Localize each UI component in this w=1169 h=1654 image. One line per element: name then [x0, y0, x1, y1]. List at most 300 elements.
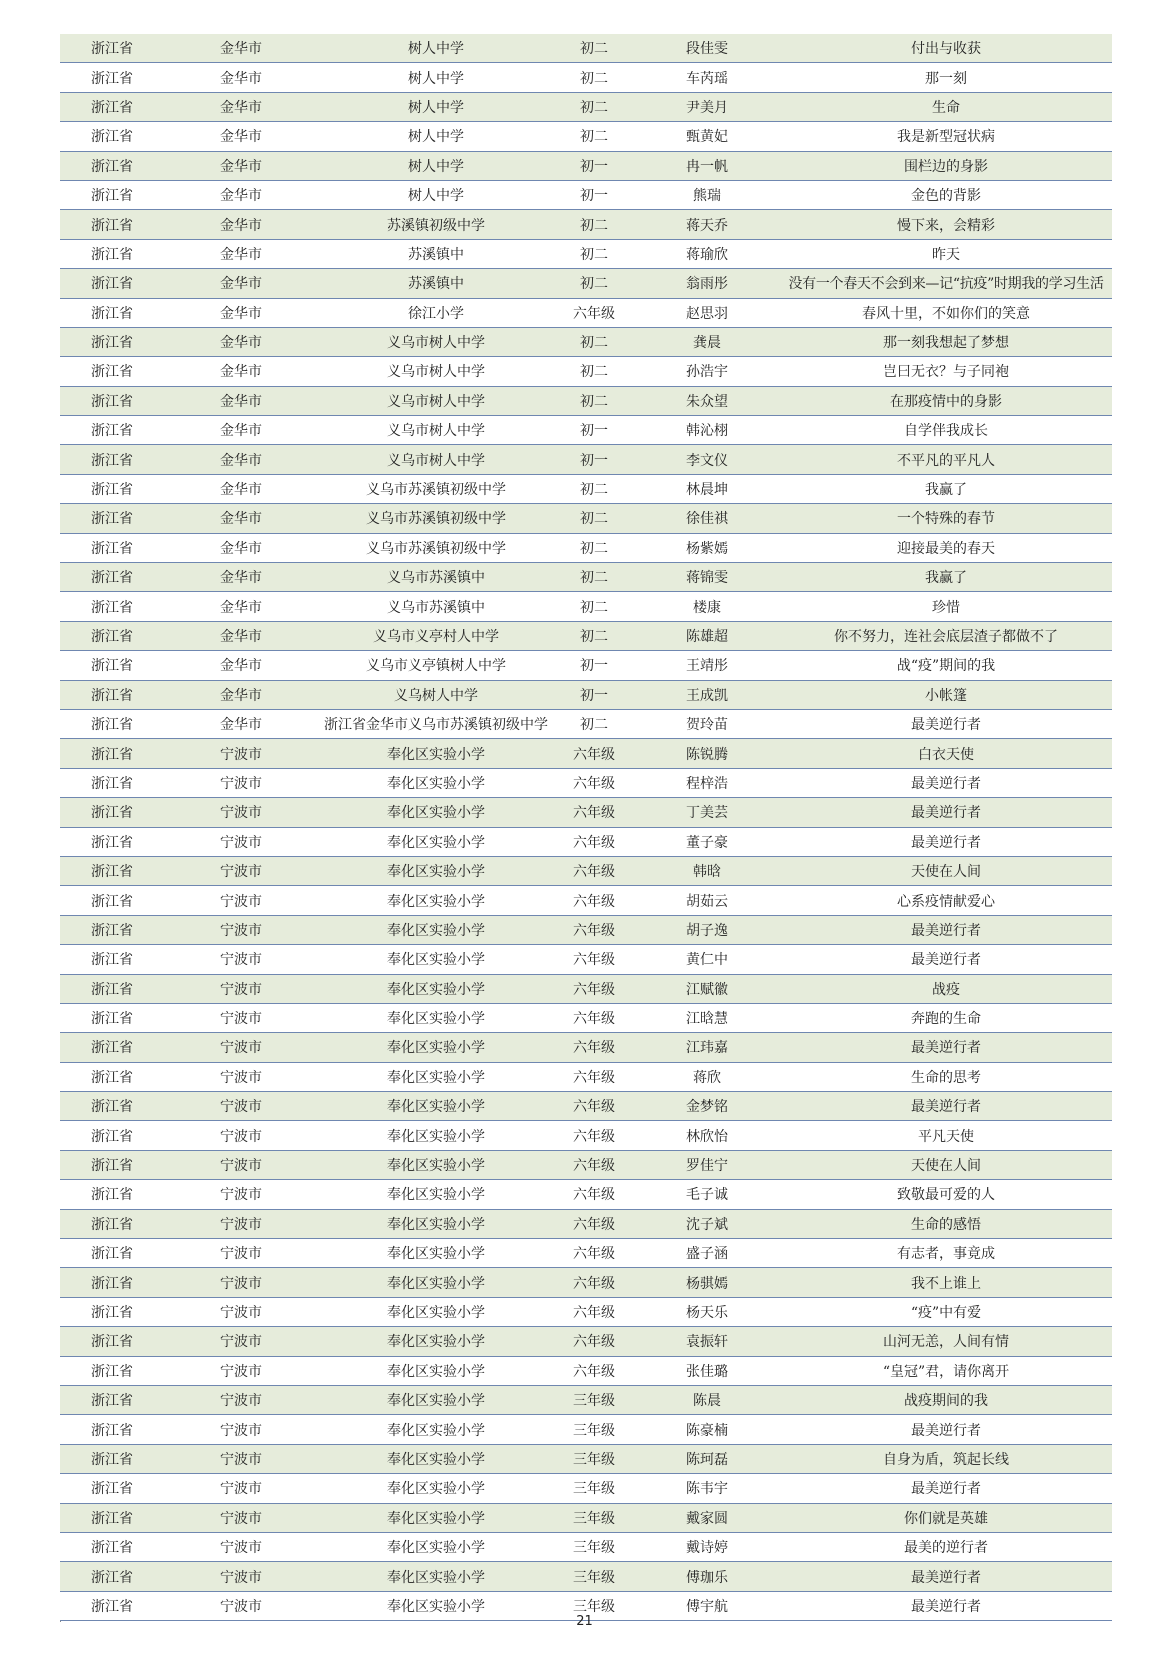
- grade-cell: 三年级: [554, 1562, 634, 1591]
- student-name-cell: 沈子斌: [634, 1209, 780, 1238]
- city-cell: 金华市: [164, 63, 318, 92]
- province-cell: 浙江省: [60, 827, 164, 856]
- province-cell: 浙江省: [60, 1121, 164, 1150]
- student-name-cell: 段佳雯: [634, 34, 780, 63]
- table-row: [60, 739, 1112, 768]
- table-row: [60, 680, 1112, 709]
- city-cell: 宁波市: [164, 1385, 318, 1414]
- grade-cell: 六年级: [554, 1239, 634, 1268]
- school-cell: 苏溪镇中: [318, 269, 554, 298]
- essay-title-cell: 我赢了: [780, 563, 1112, 592]
- province-cell: 浙江省: [60, 357, 164, 386]
- essay-title-cell: 战疫: [780, 974, 1112, 1003]
- school-cell: 树人中学: [318, 92, 554, 121]
- province-cell: 浙江省: [60, 798, 164, 827]
- province-cell: 浙江省: [60, 739, 164, 768]
- province-cell: 浙江省: [60, 1327, 164, 1356]
- province-cell: 浙江省: [60, 1092, 164, 1121]
- province-cell: 浙江省: [60, 592, 164, 621]
- grade-cell: 六年级: [554, 1003, 634, 1032]
- essay-title-cell: 自身为盾，筑起长线: [780, 1444, 1112, 1473]
- table-row: [60, 1092, 1112, 1121]
- school-cell: 奉化区实验小学: [318, 1444, 554, 1473]
- grade-cell: 初二: [554, 210, 634, 239]
- student-name-cell: 傅宇航: [634, 1591, 780, 1620]
- school-cell: 义乌市义亭镇树人中学: [318, 651, 554, 680]
- grade-cell: 六年级: [554, 1092, 634, 1121]
- city-cell: 金华市: [164, 269, 318, 298]
- table-row: [60, 416, 1112, 445]
- school-cell: 义乌树人中学: [318, 680, 554, 709]
- essay-title-cell: 在那疫情中的身影: [780, 386, 1112, 415]
- grade-cell: 初二: [554, 92, 634, 121]
- grade-cell: 六年级: [554, 974, 634, 1003]
- school-cell: 奉化区实验小学: [318, 1062, 554, 1091]
- city-cell: 宁波市: [164, 1209, 318, 1238]
- student-name-cell: 江晗慧: [634, 1003, 780, 1032]
- province-cell: 浙江省: [60, 533, 164, 562]
- school-cell: 奉化区实验小学: [318, 1562, 554, 1591]
- table-row: [60, 1150, 1112, 1179]
- table-row: [60, 357, 1112, 386]
- city-cell: 金华市: [164, 563, 318, 592]
- essay-title-cell: 自学伴我成长: [780, 416, 1112, 445]
- student-name-cell: 戴诗婷: [634, 1532, 780, 1561]
- school-cell: 奉化区实验小学: [318, 945, 554, 974]
- table-row: [60, 1268, 1112, 1297]
- city-cell: 金华市: [164, 298, 318, 327]
- city-cell: 金华市: [164, 445, 318, 474]
- table-row: [60, 974, 1112, 1003]
- table-row: [60, 386, 1112, 415]
- essay-title-cell: 你们就是英雄: [780, 1503, 1112, 1532]
- province-cell: 浙江省: [60, 416, 164, 445]
- essay-title-cell: 最美逆行者: [780, 1415, 1112, 1444]
- city-cell: 宁波市: [164, 1297, 318, 1326]
- grade-cell: 六年级: [554, 298, 634, 327]
- grade-cell: 初二: [554, 592, 634, 621]
- table-row: [60, 1239, 1112, 1268]
- essay-title-cell: 你不努力，连社会底层渣子都做不了: [780, 621, 1112, 650]
- province-cell: 浙江省: [60, 621, 164, 650]
- province-cell: 浙江省: [60, 1297, 164, 1326]
- essay-title-cell: “皇冠”君，请你离开: [780, 1356, 1112, 1385]
- essay-title-cell: 我不上谁上: [780, 1268, 1112, 1297]
- essay-title-cell: 最美逆行者: [780, 1474, 1112, 1503]
- province-cell: 浙江省: [60, 298, 164, 327]
- student-name-cell: 王成凯: [634, 680, 780, 709]
- table-row: [60, 1121, 1112, 1150]
- school-cell: 义乌市苏溪镇初级中学: [318, 504, 554, 533]
- grade-cell: 初二: [554, 621, 634, 650]
- province-cell: 浙江省: [60, 1209, 164, 1238]
- student-name-cell: 陈锐腾: [634, 739, 780, 768]
- school-cell: 义乌市苏溪镇中: [318, 563, 554, 592]
- essay-title-cell: 奔跑的生命: [780, 1003, 1112, 1032]
- school-cell: 奉化区实验小学: [318, 1385, 554, 1414]
- province-cell: 浙江省: [60, 122, 164, 151]
- essay-title-cell: 金色的背影: [780, 180, 1112, 209]
- school-cell: 树人中学: [318, 34, 554, 63]
- province-cell: 浙江省: [60, 180, 164, 209]
- student-name-cell: 张佳璐: [634, 1356, 780, 1385]
- essay-title-cell: 心系疫情献爱心: [780, 886, 1112, 915]
- table-row: [60, 122, 1112, 151]
- student-name-cell: 陈雄超: [634, 621, 780, 650]
- province-cell: 浙江省: [60, 1180, 164, 1209]
- city-cell: 宁波市: [164, 798, 318, 827]
- grade-cell: 三年级: [554, 1415, 634, 1444]
- city-cell: 金华市: [164, 151, 318, 180]
- city-cell: 宁波市: [164, 1532, 318, 1561]
- grade-cell: 六年级: [554, 915, 634, 944]
- essay-title-cell: 天使在人间: [780, 856, 1112, 885]
- school-cell: 奉化区实验小学: [318, 768, 554, 797]
- province-cell: 浙江省: [60, 1062, 164, 1091]
- city-cell: 宁波市: [164, 1444, 318, 1473]
- city-cell: 宁波市: [164, 1591, 318, 1620]
- essay-title-cell: 那一刻我想起了梦想: [780, 327, 1112, 356]
- student-name-cell: 蒋欣: [634, 1062, 780, 1091]
- grade-cell: 六年级: [554, 1033, 634, 1062]
- student-name-cell: 傅珈乐: [634, 1562, 780, 1591]
- school-cell: 奉化区实验小学: [318, 1033, 554, 1062]
- province-cell: 浙江省: [60, 915, 164, 944]
- essay-title-cell: 不平凡的平凡人: [780, 445, 1112, 474]
- student-name-cell: 陈豪楠: [634, 1415, 780, 1444]
- essay-title-cell: 围栏边的身影: [780, 151, 1112, 180]
- grade-cell: 六年级: [554, 768, 634, 797]
- student-name-cell: 甄黄妃: [634, 122, 780, 151]
- essay-title-cell: 我是新型冠状病: [780, 122, 1112, 151]
- grade-cell: 初二: [554, 34, 634, 63]
- grade-cell: 六年级: [554, 798, 634, 827]
- table-row: [60, 445, 1112, 474]
- school-cell: 奉化区实验小学: [318, 1532, 554, 1561]
- table-row: [60, 180, 1112, 209]
- student-name-cell: 朱众望: [634, 386, 780, 415]
- school-cell: 苏溪镇中: [318, 239, 554, 268]
- school-cell: 奉化区实验小学: [318, 1297, 554, 1326]
- city-cell: 宁波市: [164, 1415, 318, 1444]
- grade-cell: 六年级: [554, 1150, 634, 1179]
- student-name-cell: 杨紫嫣: [634, 533, 780, 562]
- province-cell: 浙江省: [60, 1562, 164, 1591]
- essay-title-cell: 致敬最可爱的人: [780, 1180, 1112, 1209]
- city-cell: 宁波市: [164, 974, 318, 1003]
- table-row: [60, 151, 1112, 180]
- student-name-cell: 胡茹云: [634, 886, 780, 915]
- essay-title-cell: 山河无恙，人间有情: [780, 1327, 1112, 1356]
- student-name-cell: 盛子涵: [634, 1239, 780, 1268]
- table-row: [60, 1327, 1112, 1356]
- school-cell: 树人中学: [318, 122, 554, 151]
- table-row: [60, 886, 1112, 915]
- province-cell: 浙江省: [60, 1532, 164, 1561]
- city-cell: 宁波市: [164, 1562, 318, 1591]
- city-cell: 金华市: [164, 533, 318, 562]
- student-name-cell: 陈珂磊: [634, 1444, 780, 1473]
- province-cell: 浙江省: [60, 92, 164, 121]
- province-cell: 浙江省: [60, 1033, 164, 1062]
- province-cell: 浙江省: [60, 445, 164, 474]
- essay-title-cell: 生命: [780, 92, 1112, 121]
- province-cell: 浙江省: [60, 1591, 164, 1620]
- student-name-cell: 戴家圆: [634, 1503, 780, 1532]
- grade-cell: 六年级: [554, 1062, 634, 1091]
- table-row: [60, 563, 1112, 592]
- school-cell: 奉化区实验小学: [318, 1356, 554, 1385]
- essay-title-cell: 平凡天使: [780, 1121, 1112, 1150]
- essay-title-cell: 战疫期间的我: [780, 1385, 1112, 1414]
- school-cell: 奉化区实验小学: [318, 886, 554, 915]
- essay-title-cell: 没有一个春天不会到来—记“抗疫”时期我的学习生活: [780, 269, 1112, 298]
- school-cell: 奉化区实验小学: [318, 1209, 554, 1238]
- province-cell: 浙江省: [60, 269, 164, 298]
- province-cell: 浙江省: [60, 504, 164, 533]
- student-name-cell: 丁美芸: [634, 798, 780, 827]
- student-name-cell: 车芮瑶: [634, 63, 780, 92]
- table-row: [60, 592, 1112, 621]
- essay-title-cell: 最美逆行者: [780, 798, 1112, 827]
- student-name-cell: 韩晗: [634, 856, 780, 885]
- grade-cell: 六年级: [554, 1327, 634, 1356]
- grade-cell: 初二: [554, 327, 634, 356]
- student-name-cell: 杨骐嫣: [634, 1268, 780, 1297]
- grade-cell: 初二: [554, 63, 634, 92]
- essay-title-cell: 最美逆行者: [780, 945, 1112, 974]
- grade-cell: 三年级: [554, 1532, 634, 1561]
- school-cell: 奉化区实验小学: [318, 798, 554, 827]
- table-row: [60, 1062, 1112, 1091]
- city-cell: 金华市: [164, 92, 318, 121]
- province-cell: 浙江省: [60, 386, 164, 415]
- city-cell: 金华市: [164, 709, 318, 738]
- school-cell: 义乌市苏溪镇初级中学: [318, 474, 554, 503]
- student-name-cell: 江玮嘉: [634, 1033, 780, 1062]
- city-cell: 宁波市: [164, 1150, 318, 1179]
- table-row: [60, 239, 1112, 268]
- student-name-cell: 徐佳祺: [634, 504, 780, 533]
- grade-cell: 三年级: [554, 1591, 634, 1620]
- table-row: [60, 92, 1112, 121]
- province-cell: 浙江省: [60, 1444, 164, 1473]
- grade-cell: 三年级: [554, 1474, 634, 1503]
- province-cell: 浙江省: [60, 327, 164, 356]
- city-cell: 宁波市: [164, 739, 318, 768]
- school-cell: 奉化区实验小学: [318, 1092, 554, 1121]
- school-cell: 奉化区实验小学: [318, 1150, 554, 1179]
- essay-title-cell: 岂曰无衣？与子同袍: [780, 357, 1112, 386]
- school-cell: 苏溪镇初级中学: [318, 210, 554, 239]
- table-row: [60, 798, 1112, 827]
- school-cell: 奉化区实验小学: [318, 1003, 554, 1032]
- table-row: [60, 504, 1112, 533]
- table-row: [60, 1356, 1112, 1385]
- grade-cell: 三年级: [554, 1503, 634, 1532]
- province-cell: 浙江省: [60, 886, 164, 915]
- table-row: [60, 210, 1112, 239]
- school-cell: 义乌市苏溪镇中: [318, 592, 554, 621]
- school-cell: 奉化区实验小学: [318, 1474, 554, 1503]
- city-cell: 金华市: [164, 34, 318, 63]
- grade-cell: 三年级: [554, 1385, 634, 1414]
- student-name-cell: 杨天乐: [634, 1297, 780, 1326]
- table-row: [60, 621, 1112, 650]
- city-cell: 金华市: [164, 122, 318, 151]
- school-cell: 义乌市义亭村人中学: [318, 621, 554, 650]
- province-cell: 浙江省: [60, 651, 164, 680]
- grade-cell: 初二: [554, 239, 634, 268]
- table-row: [60, 1180, 1112, 1209]
- province-cell: 浙江省: [60, 768, 164, 797]
- table-row: [60, 298, 1112, 327]
- school-cell: 奉化区实验小学: [318, 1327, 554, 1356]
- student-name-cell: 冉一帆: [634, 151, 780, 180]
- table-row: [60, 327, 1112, 356]
- grade-cell: 六年级: [554, 886, 634, 915]
- school-cell: 奉化区实验小学: [318, 974, 554, 1003]
- essay-title-cell: 一个特殊的春节: [780, 504, 1112, 533]
- school-cell: 奉化区实验小学: [318, 856, 554, 885]
- school-cell: 树人中学: [318, 63, 554, 92]
- student-name-cell: 王靖彤: [634, 651, 780, 680]
- table-row: [60, 34, 1112, 63]
- table-row: [60, 1444, 1112, 1473]
- essay-title-cell: 付出与收获: [780, 34, 1112, 63]
- student-name-cell: 胡子逸: [634, 915, 780, 944]
- grade-cell: 初二: [554, 504, 634, 533]
- province-cell: 浙江省: [60, 239, 164, 268]
- essay-title-cell: 白衣天使: [780, 739, 1112, 768]
- province-cell: 浙江省: [60, 1415, 164, 1444]
- essay-title-cell: “疫”中有爱: [780, 1297, 1112, 1326]
- province-cell: 浙江省: [60, 210, 164, 239]
- grade-cell: 六年级: [554, 1121, 634, 1150]
- student-name-cell: 林晨坤: [634, 474, 780, 503]
- grade-cell: 六年级: [554, 1209, 634, 1238]
- essay-title-cell: 最美逆行者: [780, 768, 1112, 797]
- student-name-cell: 金梦铭: [634, 1092, 780, 1121]
- province-cell: 浙江省: [60, 1239, 164, 1268]
- province-cell: 浙江省: [60, 1356, 164, 1385]
- city-cell: 宁波市: [164, 1239, 318, 1268]
- table-row: [60, 856, 1112, 885]
- city-cell: 金华市: [164, 357, 318, 386]
- grade-cell: 六年级: [554, 856, 634, 885]
- table-row: [60, 1415, 1112, 1444]
- grade-cell: 六年级: [554, 1356, 634, 1385]
- province-cell: 浙江省: [60, 63, 164, 92]
- city-cell: 金华市: [164, 210, 318, 239]
- city-cell: 宁波市: [164, 945, 318, 974]
- city-cell: 宁波市: [164, 915, 318, 944]
- student-name-cell: 董子豪: [634, 827, 780, 856]
- table-row: [60, 269, 1112, 298]
- grade-cell: 六年级: [554, 945, 634, 974]
- grade-cell: 初一: [554, 651, 634, 680]
- essay-title-cell: 最美逆行者: [780, 1562, 1112, 1591]
- city-cell: 宁波市: [164, 1062, 318, 1091]
- table-row: [60, 945, 1112, 974]
- student-name-cell: 黄仁中: [634, 945, 780, 974]
- grade-cell: 初二: [554, 709, 634, 738]
- essay-title-cell: 最美逆行者: [780, 915, 1112, 944]
- student-name-cell: 袁振轩: [634, 1327, 780, 1356]
- student-name-cell: 韩沁栩: [634, 416, 780, 445]
- province-cell: 浙江省: [60, 709, 164, 738]
- school-cell: 奉化区实验小学: [318, 915, 554, 944]
- grade-cell: 初一: [554, 445, 634, 474]
- student-name-cell: 蒋瑜欣: [634, 239, 780, 268]
- province-cell: 浙江省: [60, 1385, 164, 1414]
- student-name-cell: 翁雨彤: [634, 269, 780, 298]
- school-cell: 义乌市苏溪镇初级中学: [318, 533, 554, 562]
- table-row: [60, 1562, 1112, 1591]
- roster-table: [60, 34, 1112, 1621]
- city-cell: 金华市: [164, 474, 318, 503]
- province-cell: 浙江省: [60, 563, 164, 592]
- province-cell: 浙江省: [60, 1503, 164, 1532]
- table-row: [60, 1474, 1112, 1503]
- city-cell: 宁波市: [164, 1092, 318, 1121]
- grade-cell: 六年级: [554, 1180, 634, 1209]
- grade-cell: 六年级: [554, 827, 634, 856]
- grade-cell: 初一: [554, 416, 634, 445]
- grade-cell: 初二: [554, 357, 634, 386]
- student-name-cell: 赵思羽: [634, 298, 780, 327]
- school-cell: 奉化区实验小学: [318, 1503, 554, 1532]
- city-cell: 金华市: [164, 504, 318, 533]
- school-cell: 义乌市树人中学: [318, 327, 554, 356]
- school-cell: 义乌市树人中学: [318, 357, 554, 386]
- grade-cell: 初二: [554, 474, 634, 503]
- essay-title-cell: 有志者，事竟成: [780, 1239, 1112, 1268]
- essay-title-cell: 最美逆行者: [780, 1591, 1112, 1620]
- city-cell: 金华市: [164, 592, 318, 621]
- essay-title-cell: 最美逆行者: [780, 1033, 1112, 1062]
- grade-cell: 初二: [554, 122, 634, 151]
- student-name-cell: 江赋徽: [634, 974, 780, 1003]
- city-cell: 宁波市: [164, 768, 318, 797]
- city-cell: 宁波市: [164, 1180, 318, 1209]
- table-row: [60, 1532, 1112, 1561]
- table-row: [60, 651, 1112, 680]
- province-cell: 浙江省: [60, 856, 164, 885]
- essay-title-cell: 迎接最美的春天: [780, 533, 1112, 562]
- province-cell: 浙江省: [60, 974, 164, 1003]
- province-cell: 浙江省: [60, 1474, 164, 1503]
- province-cell: 浙江省: [60, 34, 164, 63]
- table-row: [60, 1209, 1112, 1238]
- essay-title-cell: 那一刻: [780, 63, 1112, 92]
- school-cell: 奉化区实验小学: [318, 1121, 554, 1150]
- essay-title-cell: 生命的感悟: [780, 1209, 1112, 1238]
- grade-cell: 初二: [554, 386, 634, 415]
- city-cell: 宁波市: [164, 827, 318, 856]
- city-cell: 宁波市: [164, 1033, 318, 1062]
- school-cell: 徐江小学: [318, 298, 554, 327]
- student-name-cell: 蒋天乔: [634, 210, 780, 239]
- school-cell: 浙江省金华市义乌市苏溪镇初级中学: [318, 709, 554, 738]
- table-row: [60, 1003, 1112, 1032]
- student-name-cell: 孙浩宇: [634, 357, 780, 386]
- city-cell: 金华市: [164, 621, 318, 650]
- student-name-cell: 陈晨: [634, 1385, 780, 1414]
- student-name-cell: 林欣怡: [634, 1121, 780, 1150]
- province-cell: 浙江省: [60, 151, 164, 180]
- essay-title-cell: 珍惜: [780, 592, 1112, 621]
